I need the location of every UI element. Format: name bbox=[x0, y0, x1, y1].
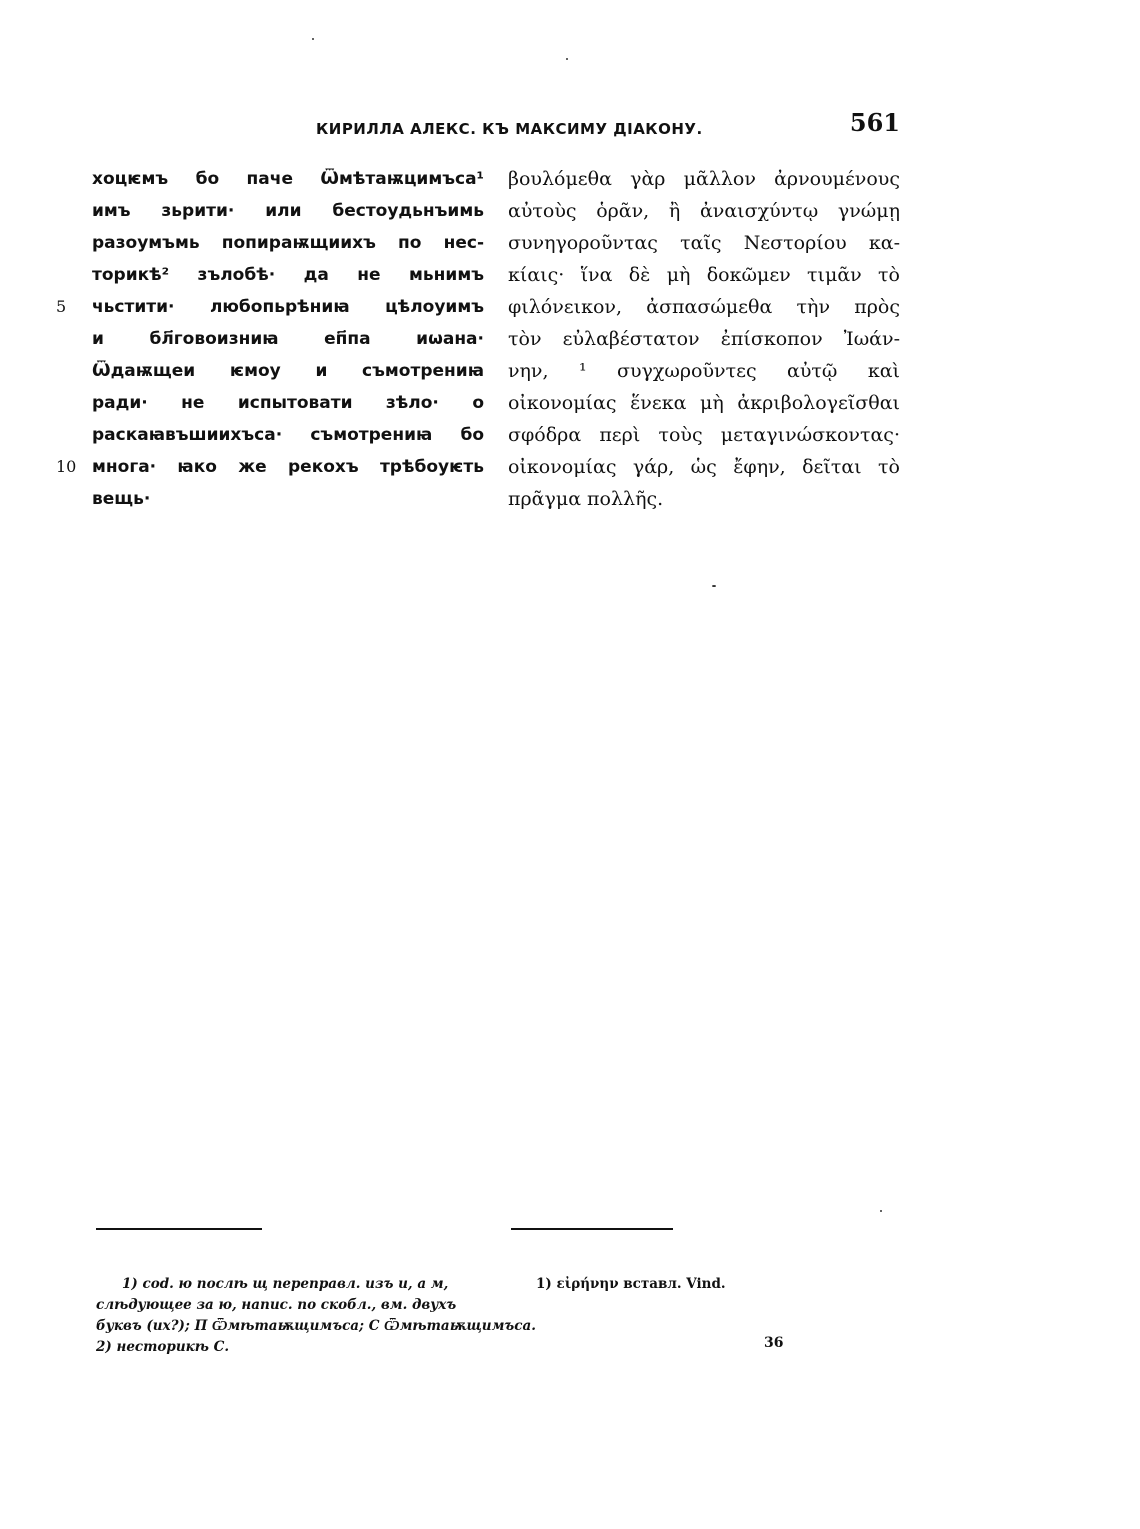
text-line: οἰκονομίας ἕνεκα μὴ ἀκριβολογεῖσθαι bbox=[508, 392, 900, 414]
footnote-line: слѣдующее за ю, напис. по скобл., вм. двухъ bbox=[96, 1297, 457, 1313]
footnote-line: 2) несторикѣ С. bbox=[96, 1339, 230, 1355]
text-line: Ѿдаѭщеи ѥмоу и съмотрениꙗ bbox=[92, 361, 484, 381]
text-line: βουλόμεθα γὰρ μᾶλλον ἀρνουμένους bbox=[508, 168, 900, 190]
text-line: κίαις· ἵνα δὲ μὴ δοκῶμεν τιμᾶν τὸ bbox=[508, 264, 900, 286]
text-line: συνηγοροῦντας ταῖς Νεστορίου κα- bbox=[508, 232, 900, 254]
greek-column bbox=[508, 163, 900, 515]
text-line: οἰκονομίας γάρ, ὡς ἔφην, δεῖται τὸ bbox=[508, 456, 900, 478]
scan-speck bbox=[712, 585, 716, 587]
slavonic-column bbox=[56, 163, 484, 515]
page-number: 561 bbox=[849, 108, 900, 137]
footnote-rule bbox=[96, 1228, 262, 1230]
footnotes-slavonic bbox=[96, 1274, 536, 1358]
footnote-line: 1) εἰρήνην вставл. Vind. bbox=[536, 1276, 726, 1292]
text-line: и бл҃говоизниꙗ еп҃па иѡана· bbox=[92, 329, 484, 349]
text-line: νην, ¹ συγχωροῦντες αὐτῷ καὶ bbox=[508, 360, 900, 382]
footnote-rule bbox=[511, 1228, 673, 1230]
text-line: вещь· bbox=[92, 489, 151, 509]
line-number: 10 bbox=[56, 457, 77, 476]
text-line: πρᾶγμα πολλῆς. bbox=[508, 488, 664, 510]
footnote-line: 1) cod. ю послѣ щ переправл. изъ и, а м, bbox=[122, 1276, 449, 1292]
signature-mark: 36 bbox=[764, 1335, 784, 1351]
text-line: 10 многа· ꙗко же рекохъ трѣбоуѥть bbox=[92, 451, 484, 483]
text-line: раскаꙗвъшиихъса· съмотрениꙗ бо bbox=[92, 425, 484, 445]
running-header bbox=[300, 108, 900, 148]
scan-speck bbox=[566, 58, 568, 60]
text-line: имъ зьрити· или бестоудьнъимь bbox=[92, 201, 484, 221]
text-line: τὸν εὐλαβέστατον ἐπίσκοπον Ἰωάν- bbox=[508, 328, 900, 350]
text-line: 5 чьстити· любопьрѣниꙗ цѣлоуимъ bbox=[92, 291, 484, 323]
running-head: КИРИЛЛА АЛЕКС. КЪ МАКСИМУ ДІАКОНУ. bbox=[316, 120, 703, 138]
line-number: 5 bbox=[56, 297, 67, 316]
text-line: разоумъмь попираѭщиихъ по нес- bbox=[92, 233, 484, 253]
text-line: φιλόνεικον, ἀσπασώμεθα τὴν πρὸς bbox=[508, 296, 900, 318]
text-line: ради· не испытовати зѣло· о bbox=[92, 393, 484, 413]
text-line: σφόδρα περὶ τοὺς μεταγινώσκοντας· bbox=[508, 424, 900, 446]
scan-speck bbox=[880, 1210, 882, 1212]
footnotes-greek bbox=[536, 1274, 896, 1295]
footnote-line: буквъ (их?); П Ѿмѣтаѭщимъса; С Ѿмѣтаѭщимъса. bbox=[96, 1318, 536, 1334]
scan-speck bbox=[312, 38, 314, 40]
text-line: торикѣ² зълобѣ· да не мьнимъ bbox=[92, 265, 484, 285]
text-line: αὐτοὺς ὁρᾶν, ἢ ἀναισχύντῳ γνώμῃ bbox=[508, 200, 900, 222]
text-line: хоцѥмъ бо паче Ѿмѣтаѭцимъса¹ bbox=[92, 169, 484, 189]
